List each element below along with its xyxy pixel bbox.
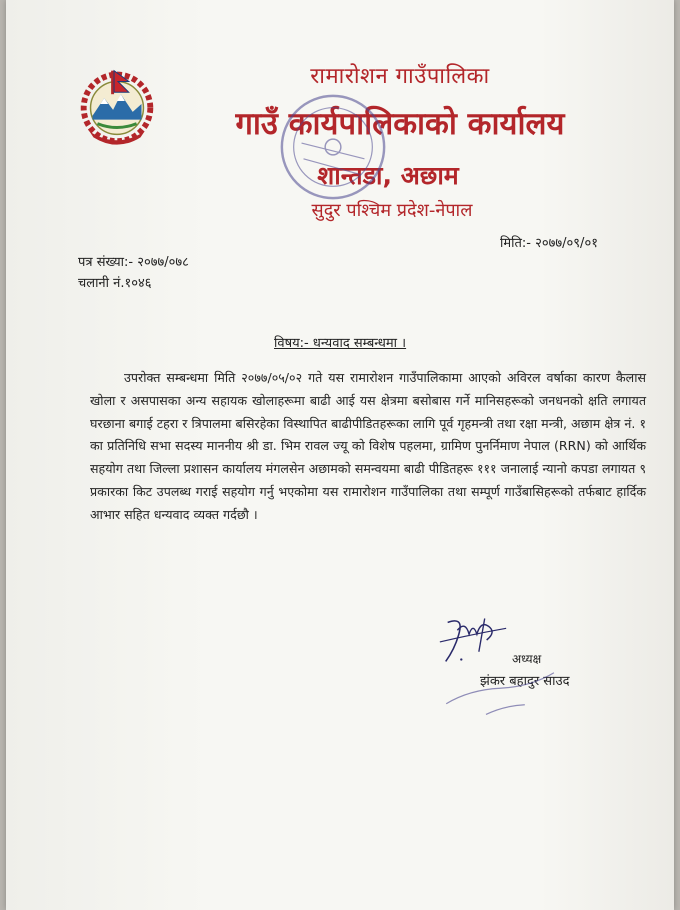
- province-name: सुदुर पश्चिम प्रदेश-नेपाल: [311, 200, 473, 221]
- dispatch-number: चलानी नं.१०४६: [78, 276, 152, 291]
- letter-page: [6, 0, 674, 910]
- letter-body: उपरोक्त सम्बन्धमा मिति २०७७/०५/०२ गते यस रामारोशन गाउँपालिकामा आएको अविरल वर्षाका कारण कैलास खोला र असपासका अन्य सहायक खोलाहरूमा बाढी आई यस क्षेत्रमा बसोबास गर्ने मानिसहरूको जनधनको क्षति लगायत घरछाना बगाई टहरा र त्रिपालमा बसिरहेका विस्थापित बाढीपीडितहरूका लागि पूर्व गृहमन्त्री तथा रक्षा मन्त्री, अछाम क्षेत्र नं. १ का प्रतिनिधि सभा सदस्य माननीय श्री डा. भिम रावल ज्यू को विशेष पहलमा, ग्रामिण पुनर्निमाण नेपाल (RRN) को आर्थिक सहयोग तथा जिल्ला प्रशासन कार्यालय मंगलसेन अछामको समन्वयमा बाढी पीडितहरू १११ जनालाई न्यानो कपडा लगायत ९ प्रकारका किट उपलब्ध गराई सहयोग गर्नु भएकोमा यस रामारोशन गाउँपालिका तथा सम्पूर्ण गाउँबासिहरूको तर्फबाट हार्दिक आभार सहित धन्यवाद व्यक्त गर्दछौ ।: [90, 370, 646, 522]
- signatory-name: झंकर बहादुर साउद: [480, 674, 570, 689]
- letter-subject: विषय:- धन्यवाद सम्बन्धमा ।: [274, 336, 407, 351]
- office-location: शान्तडा, अछाम: [317, 161, 459, 190]
- office-stamp: [274, 88, 392, 206]
- signatory-title: अध्यक्ष: [512, 652, 542, 666]
- chairperson-signature: [434, 612, 512, 668]
- reference-number: पत्र संख्या:- २०७७/०७८: [78, 255, 189, 270]
- municipality-name: रामारोशन गाउँपालिका: [310, 64, 490, 89]
- office-name: गाउँ कार्यपालिकाको कार्यालय: [235, 106, 565, 142]
- name-stamp: [437, 656, 566, 735]
- letter-date: मिति:- २०७७/०९/०१: [500, 236, 598, 251]
